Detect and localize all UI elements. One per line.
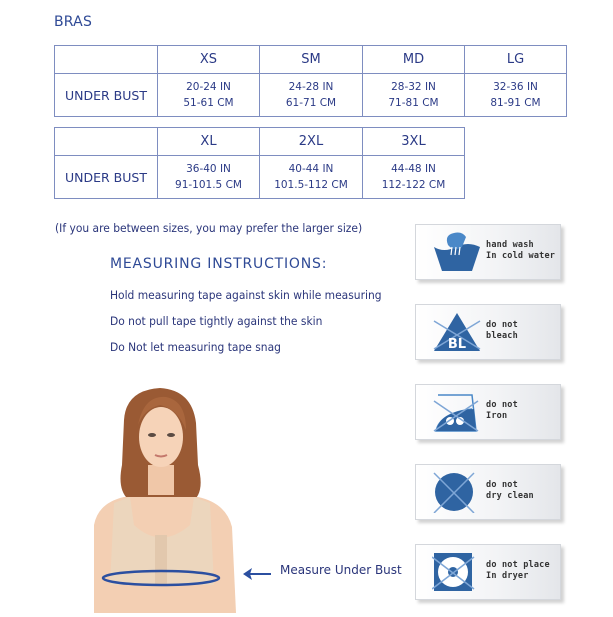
size-header: XL xyxy=(158,128,260,156)
inches-value: 36-40 IN xyxy=(186,163,231,175)
size-value-cell xyxy=(465,74,567,117)
size-header: 3XL xyxy=(363,128,465,156)
care-text: hand wash In cold water xyxy=(486,240,556,261)
svg-text:BL: BL xyxy=(447,337,467,352)
page-title: BRAS xyxy=(54,14,93,30)
size-note: (If you are between sizes, you may prefer the larger size) xyxy=(55,221,363,235)
size-value-cell xyxy=(158,156,260,199)
size-value-cell xyxy=(363,74,465,117)
row-label: UNDER BUST xyxy=(55,74,158,117)
inches-value: 24-28 IN xyxy=(288,81,334,93)
cm-value: 81-91 CM xyxy=(490,97,541,109)
care-text: do not Iron xyxy=(486,400,518,421)
care-text: do not dry clean xyxy=(486,480,534,501)
inches-value: 40-44 IN xyxy=(288,163,334,175)
do-not-bleach-icon xyxy=(432,311,482,353)
cm-value: 91-101.5 CM xyxy=(175,179,242,191)
do-not-dry-clean-icon xyxy=(432,471,482,513)
size-header: 2XL xyxy=(260,128,363,156)
cm-value: 51-61 CM xyxy=(183,97,234,109)
table-row xyxy=(55,156,465,199)
care-card-no-bleach xyxy=(415,304,561,360)
inches-value: 32-36 IN xyxy=(493,81,538,93)
cm-value: 71-81 CM xyxy=(388,97,439,109)
care-card-no-dry-clean xyxy=(415,464,561,520)
row-label: UNDER BUST xyxy=(55,156,158,199)
cm-value: 112-122 CM xyxy=(381,179,446,191)
do-not-tumble-dry-icon xyxy=(432,551,482,593)
instruction-item: Do Not let measuring tape snag xyxy=(110,340,281,354)
do-not-iron-icon xyxy=(432,391,482,433)
table-row xyxy=(55,74,567,117)
table-header-row xyxy=(55,46,567,74)
arrow-left-icon xyxy=(243,566,273,585)
care-card-hand-wash xyxy=(415,224,561,280)
instruction-item: Do not pull tape tightly against the skin xyxy=(110,314,323,328)
header-empty-cell xyxy=(55,46,158,74)
measure-under-bust-label: Measure Under Bust xyxy=(280,563,402,577)
instruction-item: Hold measuring tape against skin while measuring xyxy=(110,288,382,302)
table-header-row xyxy=(55,128,465,156)
size-value-cell xyxy=(260,74,363,117)
size-header: SM xyxy=(260,46,363,74)
measuring-title: MEASURING INSTRUCTIONS: xyxy=(110,256,328,272)
care-text: do not bleach xyxy=(486,320,518,341)
care-text: do not place In dryer xyxy=(486,560,550,581)
care-card-no-iron xyxy=(415,384,561,440)
header-empty-cell xyxy=(55,128,158,156)
size-value-cell xyxy=(158,74,260,117)
inches-value: 44-48 IN xyxy=(391,163,436,175)
size-table-2 xyxy=(54,127,465,199)
inches-value: 28-32 IN xyxy=(391,81,436,93)
cm-value: 101.5-112 CM xyxy=(274,179,348,191)
model-image xyxy=(94,385,236,613)
size-table-1 xyxy=(54,45,567,117)
inches-value: 20-24 IN xyxy=(186,81,231,93)
size-header: XS xyxy=(158,46,260,74)
size-value-cell xyxy=(363,156,465,199)
size-value-cell xyxy=(260,156,363,199)
hand-wash-icon xyxy=(432,231,482,273)
size-header: MD xyxy=(363,46,465,74)
care-card-no-dryer xyxy=(415,544,561,600)
size-header: LG xyxy=(465,46,567,74)
cm-value: 61-71 CM xyxy=(285,97,337,109)
